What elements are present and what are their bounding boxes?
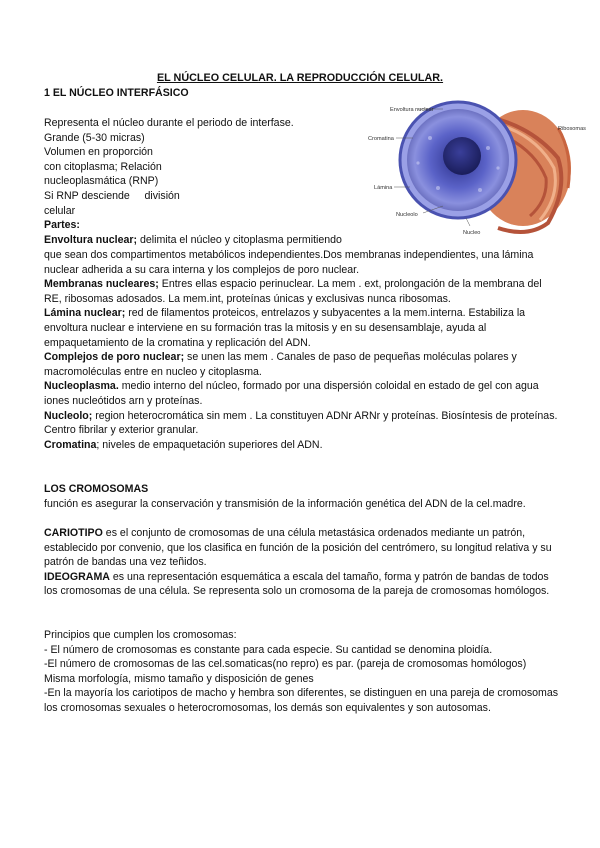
part-nucleolo	[44, 409, 559, 438]
principio-item: Misma morfología, mismo tamaño y disposición de genes	[44, 672, 314, 685]
intro-line: Volumen en proporción	[44, 146, 153, 159]
partes-label: Partes:	[44, 219, 80, 232]
intro-line: con citoplasma; Relación	[44, 160, 162, 173]
text-cromatina: ; niveles de empaquetación superiores del ADN.	[96, 438, 323, 451]
intro-line: celular	[44, 204, 76, 217]
figure-label-nucleo: Nucleo	[463, 230, 481, 236]
text-ideograma: es una representación esquemática a escala del tamaño, forma y patrón de bandas de todos los cromosomas de una célula. Se representa solo un cromosoma de la pareja de cromosomas homólogos.	[44, 570, 550, 598]
figure-label-envoltura: Envoltura nuclear	[390, 107, 434, 113]
text-nucleolo: region heterocromática sin mem . La constituyen ADNr ARNr y proteínas. Biosíntesis de proteínas. Centro fibrilar y exterior granular.	[44, 409, 558, 437]
figure-label-ribosomas: Ribosomas	[558, 126, 586, 132]
term-cariotipo: CARIOTIPO	[44, 527, 103, 539]
part-cromatina	[44, 438, 559, 453]
text-membranas: Entres ellas espacio perinuclear. La mem . ext, prolongación de la membrana del RE, ribosomas adosados. La mem.int, proteínas únicas y exclusivas nunca ribosomas.	[44, 278, 542, 305]
text-cariotipo: es el conjunto de cromosomas de una célula metastásica ordenados mediante un patrón, establecido por convenio, que los clasifica en función de la posición del centrómero, su longitud relativa y su patrón de bandas una vez teñidos.	[44, 527, 552, 569]
nucleo-parts	[44, 248, 559, 452]
term-envoltura: Envoltura nuclear;	[44, 233, 138, 246]
part-membranas	[44, 277, 559, 306]
term-lamina: Lámina nuclear;	[44, 307, 126, 320]
principios	[44, 628, 559, 716]
principio-item: -En la mayoría los cariotipos de macho y hembra son diferentes, se distinguen en una pareja de cromosomas los cromosomas sexuales o heterocromosomas, los demás son equivalentes y son autosomas.	[44, 687, 559, 714]
document-title: EL NÚCLEO CELULAR. LA REPRODUCCIÓN CELULAR.	[156, 72, 444, 84]
part-poro	[44, 350, 559, 379]
envoltura-first-line	[44, 233, 344, 248]
part-nucleoplasma	[44, 379, 559, 408]
text-poro: se unen las mem . Canales de paso de pequeñas moléculas polares y macromoléculas entre en nucleo y citoplasma.	[44, 351, 517, 378]
heading-cromosomas: LOS CROMOSOMAS	[44, 483, 149, 495]
intro-line: Representa el núcleo durante el periodo de interfase.	[44, 117, 294, 129]
cariotipo-paragraph	[44, 526, 559, 570]
figure-label-nucleolo: Nucleolo	[396, 212, 418, 218]
envoltura-rest: que sean dos compartimentos metabólicos independientes.Dos membranas independientes, una lámina nuclear adherida a su cara interna y los complejos de poro nuclear.	[44, 249, 534, 276]
heading-nucleo-interfasico: 1 EL NÚCLEO INTERFÁSICO	[44, 87, 189, 99]
envoltura-line1: delimita el núcleo y citoplasma permitiendo	[137, 233, 342, 246]
nucleolus-shape	[443, 137, 481, 175]
figure-label-cromatina: Cromatina	[368, 136, 394, 142]
term-cromatina: Cromatina	[44, 438, 97, 451]
term-nucleoplasma: Nucleoplasma.	[44, 380, 119, 393]
cariotipo-ideograma	[44, 526, 559, 599]
nucleus-illustration	[358, 98, 586, 248]
text-nucleoplasma: medio interno del núcleo, formado por una dispersión coloidal en estado de gel con agua iones nucleótidos arn y proteínas.	[44, 380, 539, 407]
ideograma-paragraph	[44, 570, 559, 599]
term-poro: Complejos de poro nuclear;	[44, 351, 185, 364]
cromosomas-intro: función es asegurar la conservación y transmisión de la información genética del ADN de la cel.madre.	[44, 497, 526, 510]
nucleo-intro	[44, 116, 344, 247]
principios-heading: Principios que cumplen los cromosomas:	[44, 629, 237, 641]
intro-line: nucleoplasmática (RNP)	[44, 175, 159, 188]
principio-item: - El número de cromosomas es constante para cada especie. Su cantidad se denomina ploidía.	[44, 643, 493, 656]
section-cromosomas	[44, 482, 559, 511]
principio-item: -El número de cromosomas de las cel.somaticas(no repro) es par. (pareja de cromosomas homólogos)	[44, 658, 527, 671]
intro-line: Grande (5-30 micras)	[44, 131, 145, 144]
figure-label-lamina: Lámina	[374, 185, 393, 191]
part-lamina	[44, 306, 559, 350]
term-membranas: Membranas nucleares;	[44, 278, 159, 291]
term-ideograma: IDEOGRAMA	[44, 570, 110, 583]
intro-line: Si RNP desciende división	[44, 189, 180, 202]
text-lamina: red de filamentos proteicos, entrelazos y subyacentes a la mem.interna. Estabiliza la envoltura nuclear e interviene en su formación tras la mitosis y en su desensamblaje, ayuda al empaquetamiento de la cromatina y replicación del ADN.	[44, 307, 526, 349]
term-nucleolo: Nucleolo;	[44, 409, 93, 422]
